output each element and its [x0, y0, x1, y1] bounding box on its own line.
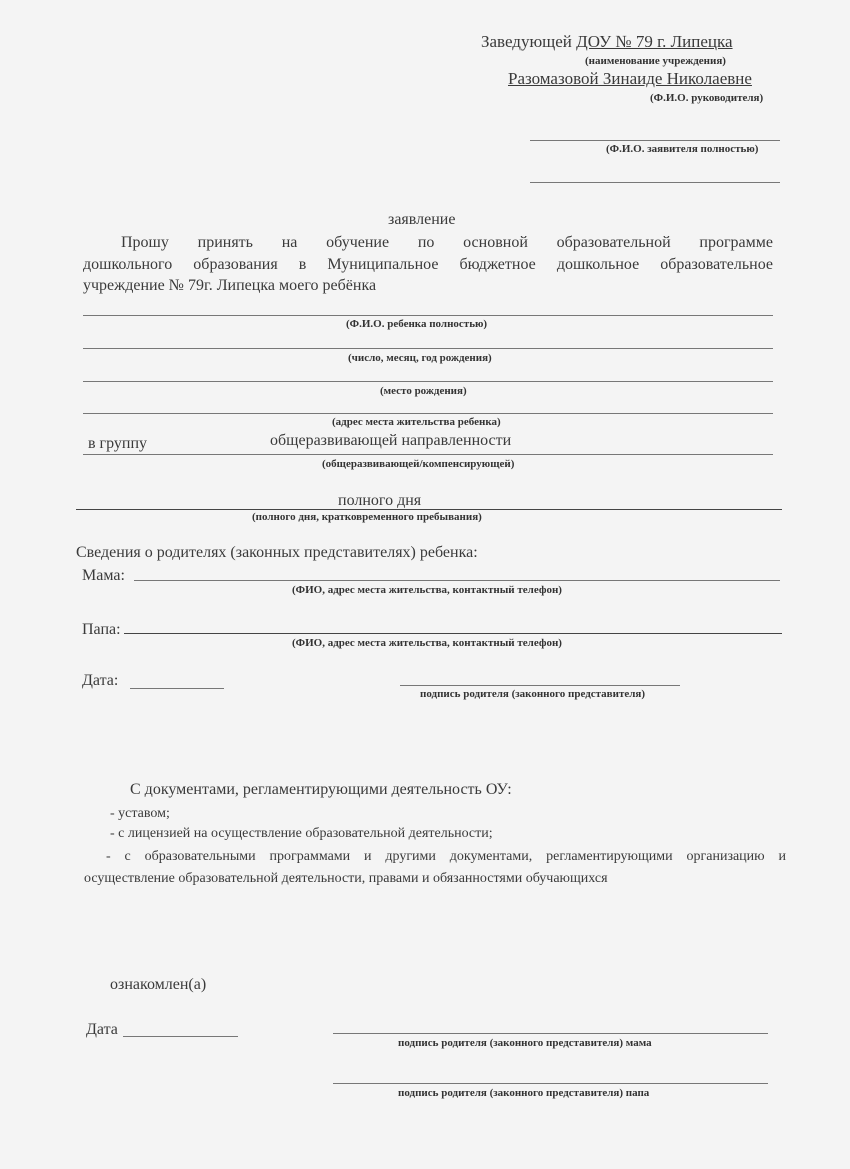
document-title: заявление — [388, 211, 456, 228]
mother-signature-line[interactable] — [333, 1033, 768, 1034]
date-label: Дата: — [82, 672, 119, 689]
father-signature-line[interactable] — [333, 1083, 768, 1084]
birth-place-line[interactable] — [83, 381, 773, 382]
applicant-name-line-2[interactable] — [530, 182, 780, 183]
parents-heading: Сведения о родителях (законных представителях) ребенка: — [76, 544, 478, 561]
child-name-line[interactable] — [83, 315, 773, 316]
head-caption: (Ф.И.О. руководителя) — [650, 92, 764, 104]
parent-signature-caption: подпись родителя (законного представителя) — [420, 688, 646, 700]
parent-signature-line[interactable] — [400, 685, 680, 686]
institution-caption: (наименование учреждения) — [585, 55, 726, 67]
applicant-name-line[interactable] — [530, 140, 780, 141]
request-text-line-3: учреждение № 79г. Липецка моего ребёнка — [83, 277, 377, 294]
documents-item-programs: - с образовательными программами и другими документами, регламентирующими организацию и осуществление образовательной деятельности, правами и обязанностями обучающихся — [84, 849, 786, 886]
applicant-caption: (Ф.И.О. заявителя полностью) — [606, 143, 759, 155]
birth-place-caption: (место рождения) — [380, 385, 467, 397]
group-caption: (общеразвивающей/компенсирующей) — [322, 458, 515, 470]
father-info-line[interactable] — [124, 633, 782, 634]
request-text-line-2: дошкольного образования в Муниципальное бюджетное дошкольное образовательное — [83, 256, 773, 273]
group-label: в группу — [88, 435, 148, 452]
father-label: Папа: — [82, 621, 121, 638]
final-date-line[interactable] — [123, 1036, 238, 1037]
child-name-caption: (Ф.И.О. ребенка полностью) — [346, 318, 488, 330]
documents-item-charter: - уставом; — [110, 806, 170, 821]
stay-mode-line — [76, 509, 782, 510]
stay-mode-value[interactable]: полного дня — [338, 492, 422, 509]
institution-name: ДОУ № 79 г. Липецка — [576, 32, 733, 51]
documents-item-license: - с лицензией на осуществление образовательной деятельности; — [110, 826, 493, 841]
stay-mode-caption: (полного дня, кратковременного пребывания) — [252, 511, 482, 523]
father-info-caption: (ФИО, адрес места жительства, контактный телефон) — [292, 637, 562, 649]
mother-label: Мама: — [82, 567, 125, 584]
mother-info-caption: (ФИО, адрес места жительства, контактный телефон) — [292, 584, 562, 596]
date-line[interactable] — [130, 688, 224, 689]
request-text-line-1: Прошу принять на обучение по основной образовательной программе — [121, 234, 773, 251]
address-caption: (адрес места жительства ребенка) — [332, 416, 501, 428]
group-line — [83, 454, 773, 455]
addressee-line — [481, 32, 733, 52]
addressee-prefix: Заведующей — [481, 32, 572, 51]
address-line[interactable] — [83, 413, 773, 414]
father-signature-caption: подпись родителя (законного представителя) папа — [398, 1087, 650, 1099]
mother-signature-caption: подпись родителя (законного представителя) мама — [398, 1037, 652, 1049]
documents-heading: С документами, регламентирующими деятельность ОУ: — [130, 781, 512, 798]
birth-date-caption: (число, месяц, год рождения) — [348, 352, 492, 364]
birth-date-line[interactable] — [83, 348, 773, 349]
acknowledged-label: ознакомлен(а) — [110, 976, 207, 993]
group-value[interactable]: общеразвивающей направленности — [270, 432, 512, 449]
mother-info-line[interactable] — [134, 580, 780, 581]
final-date-label: Дата — [86, 1021, 118, 1038]
head-name: Разомазовой Зинаиде Николаевне — [508, 69, 752, 88]
